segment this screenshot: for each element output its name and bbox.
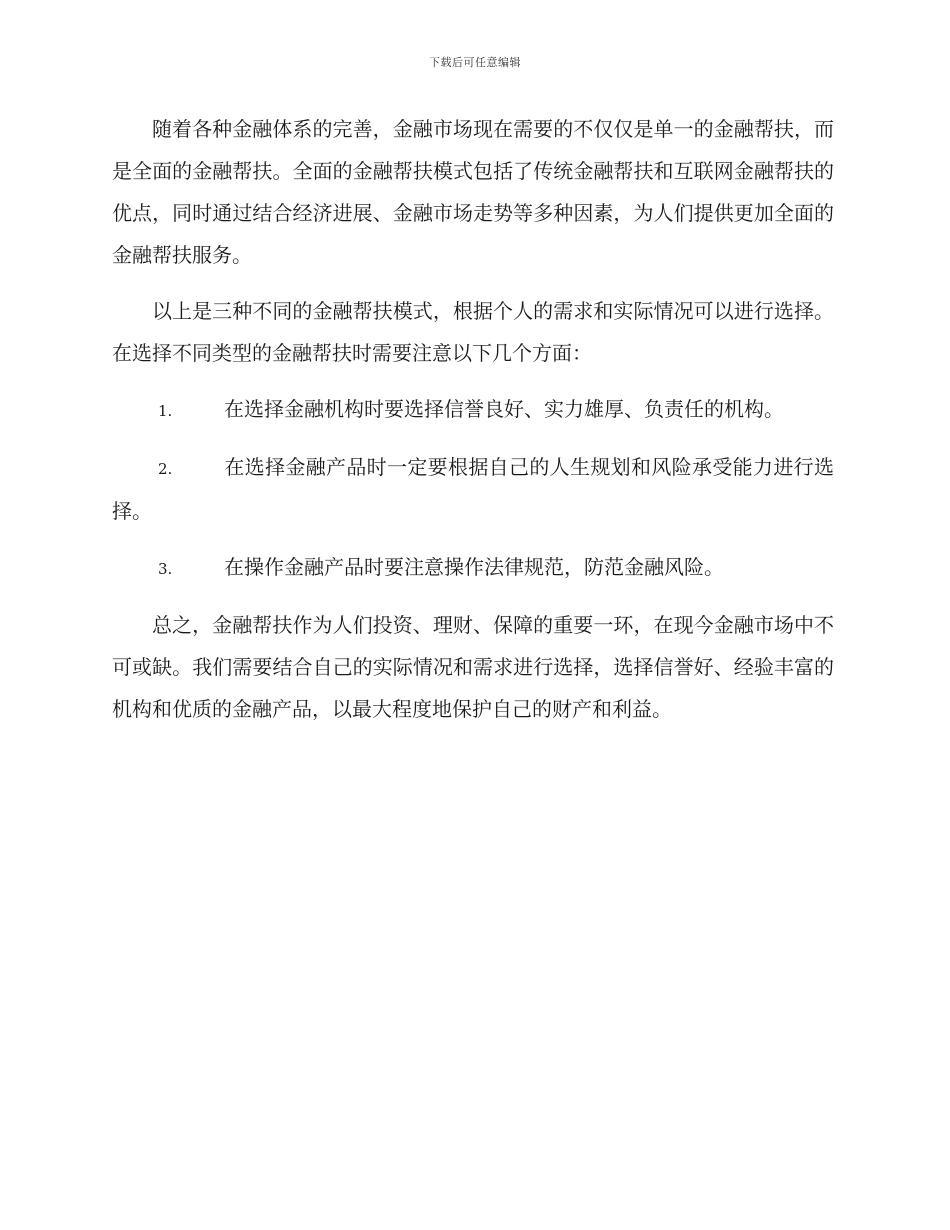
list-item-text: 在选择金融机构时要选择信誉良好、实力雄厚、负责任的机构。 [224,397,784,421]
paragraph-conclusion: 总之，金融帮扶作为人们投资、理财、保障的重要一环，在现今金融市场中不可或缺。我们需要结合自己的实际情况和需求进行选择，选择信誉好、经验丰富的机构和优质的金融产品，以最大程度地保护自己的财产和利益。 [112,613,834,721]
paragraph-selection-intro: 以上是三种不同的金融帮扶模式，根据个人的需求和实际情况可以进行选择。在选择不同类型的金融帮扶时需要注意以下几个方面： [112,299,834,365]
list-item-text: 在操作金融产品时要注意操作法律规范，防范金融风险。 [224,555,724,579]
paragraph-comprehensive-support: 随着各种金融体系的完善，金融市场现在需要的不仅仅是单一的金融帮扶，而是全面的金融帮扶。全面的金融帮扶模式包括了传统金融帮扶和互联网金融帮扶的优点，同时通过结合经济进展、金融市场走势等多种因素，为人们提供更加全面的金融帮扶服务。 [112,117,834,267]
document-body [112,108,834,744]
list-item-text: 在选择金融产品时一定要根据自己的人生规划和风险承受能力进行选择。 [112,455,834,523]
page-header: 下载后可任意编辑 [429,56,521,69]
list-item-number: 1. [158,402,173,420]
list-item-number: 3. [158,560,173,578]
list-item-number: 2. [158,460,173,478]
list-item [112,446,834,532]
list-item [112,388,834,432]
list-item [112,546,834,590]
